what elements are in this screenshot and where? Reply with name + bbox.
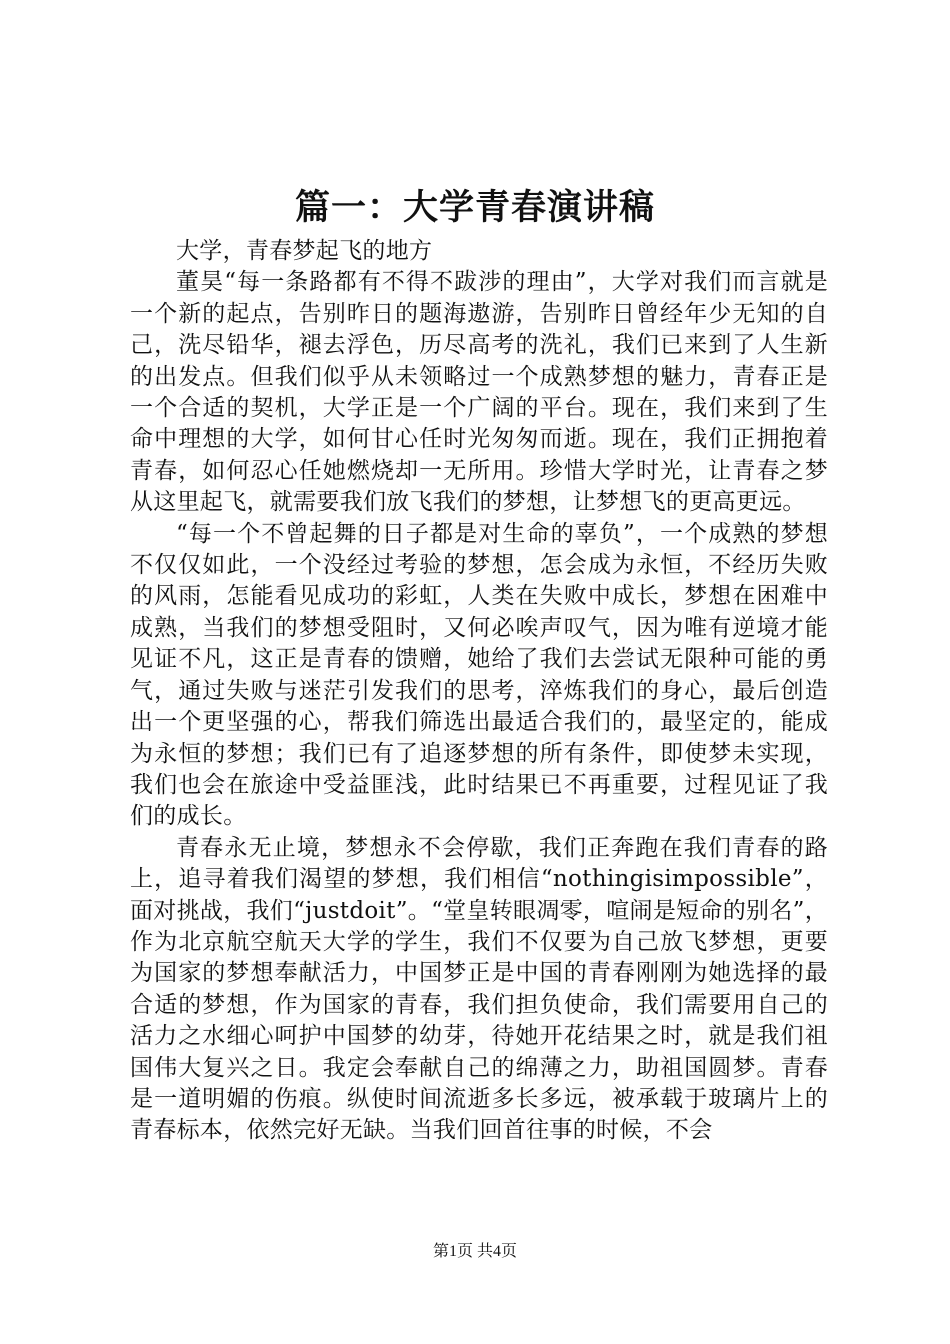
- page-footer: 第1页 共4页: [432, 1243, 517, 1260]
- document-body: [130, 236, 828, 1147]
- document-subtitle: 大学，青春梦起飞的地方: [176, 238, 433, 264]
- document-title: 篇一：大学青春演讲稿: [294, 187, 655, 228]
- paragraph: 董昊“每一条路都有不得不跋涉的理由”，大学对我们而言就是一个新的起点，告别昨日的题海遨游，告别昨日曾经年少无知的自己，洗尽铅华，褪去浮色，历尽高考的洗礼，我们已来到了人生新的出发点。但我们似乎从未领略过一个成熟梦想的魅力，青春正是一个合适的契机，大学正是一个广阔的平台。现在，我们来到了生命中理想的大学，如何甘心任时光匆匆而逝。现在，我们正拥抱着青春，如何忍心任她燃烧却一无所用。珍惜大学时光，让青春之梦从这里起飞，就需要我们放飞我们的梦想，让梦想飞的更高更远。: [130, 269, 828, 516]
- paragraph: 青春永无止境，梦想永不会停歇，我们正奔跑在我们青春的路上，追寻着我们渴望的梦想，我们相信“nothingisimpossible”，面对挑战，我们“justdoit”。“堂皇转眼凋零，喧闹是短命的别名”，作为北京航空航天大学的学生，我们不仅要为自己放飞梦想，更要为国家的梦想奉献活力，中国梦正是中国的青春刚刚为她选择的最合适的梦想，作为国家的青春，我们担负使命，我们需要用自己的活力之水细心呵护中国梦的幼芽，待她开花结果之时，就是我们祖国伟大复兴之日。我定会奉献自己的绵薄之力，助祖国圆梦。青春是一道明媚的伤痕。纵使时间流逝多长多远，被承载于玻璃片上的青春标本，依然完好无缺。当我们回首往事的时候，不会: [130, 834, 828, 1144]
- paragraph: “每一个不曾起舞的日子都是对生命的辜负”，一个成熟的梦想不仅仅如此，一个没经过考验的梦想，怎会成为永恒，不经历失败的风雨，怎能看见成功的彩虹，人类在失败中成长，梦想在困难中成熟，当我们的梦想受阻时，又何必唉声叹气，因为唯有逆境才能见证不凡，这正是青春的馈赠，她给了我们去尝试无限种可能的勇气，通过失败与迷茫引发我们的思考，淬炼我们的身心，最后创造出一个更坚强的心，帮我们筛选出最适合我们的，最坚定的，能成为永恒的梦想；我们已有了追逐梦想的所有条件，即使梦未实现，我们也会在旅途中受益匪浅，此时结果已不再重要，过程见证了我们的成长。: [130, 520, 828, 830]
